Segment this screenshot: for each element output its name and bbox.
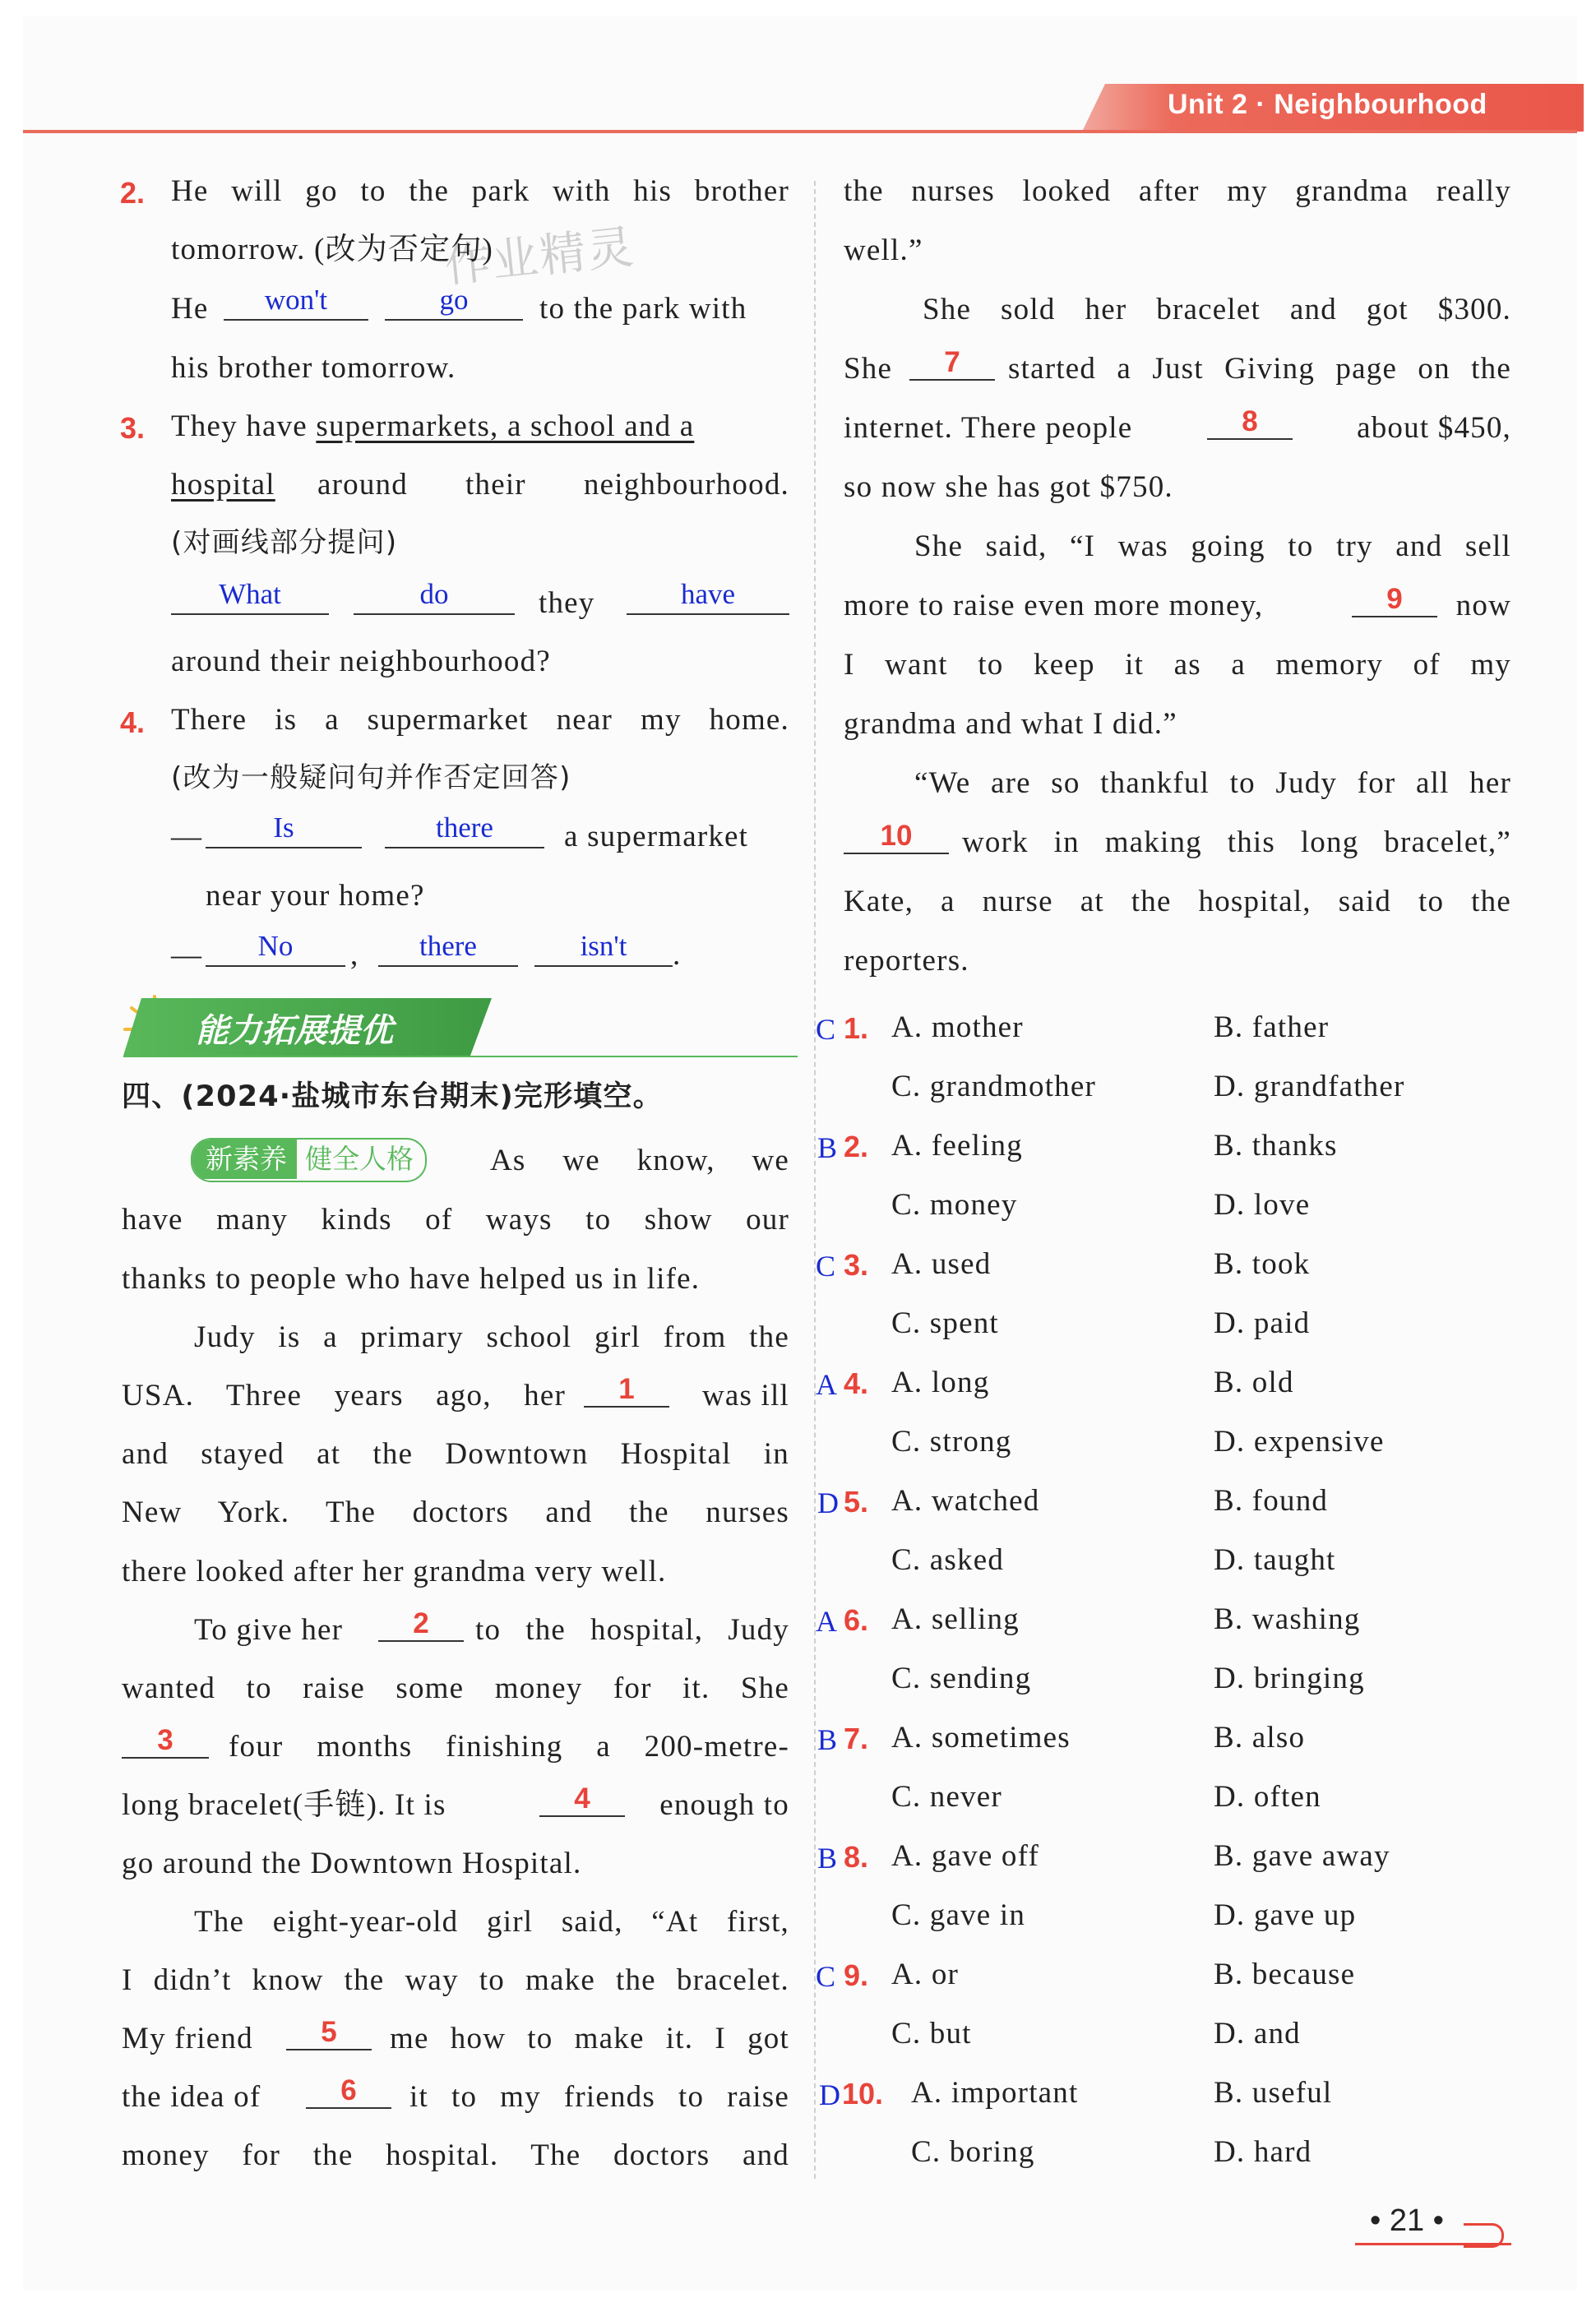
passage-right-line-5: internet. There people — [844, 411, 1133, 445]
option-c[interactable]: C. but — [891, 2017, 972, 2050]
column-divider — [814, 181, 816, 2179]
passage-left-line-1: As we know, we — [490, 1144, 789, 1177]
passage-right-line-3: She sold her bracelet and got $300. — [923, 293, 1511, 326]
option-c[interactable]: C. money — [891, 1188, 1018, 1222]
passage-left-line-12b: enough to — [659, 1788, 789, 1822]
cloze-blank-3[interactable]: 3 — [122, 1724, 209, 1759]
option-a[interactable]: A. selling — [891, 1602, 1020, 1636]
option-d[interactable]: D. often — [1214, 1780, 1321, 1814]
section-title: 能力拓展提优 — [196, 1012, 393, 1050]
q4-line4: near your home? — [206, 879, 425, 913]
option-d[interactable]: D. gave up — [1214, 1898, 1357, 1932]
passage-right-line-11: “We are so thankful to Judy for all her — [914, 766, 1511, 800]
handwritten-answer: B — [817, 1723, 838, 1756]
passage-left-line-4: Judy is a primary school girl from the — [194, 1320, 789, 1354]
option-b[interactable]: B. because — [1214, 1958, 1356, 1991]
option-b[interactable]: B. father — [1214, 1010, 1330, 1044]
passage-left-line-18: money for the hospital. The doctors and — [122, 2138, 789, 2172]
cloze-blank-9[interactable]: 9 — [1352, 583, 1437, 617]
q2-rest: to the park with — [539, 292, 747, 326]
option-number: 4. — [844, 1366, 869, 1400]
option-c[interactable]: C. asked — [891, 1543, 1005, 1577]
passage-right-line-14: reporters. — [844, 944, 969, 978]
q4-comma: , — [350, 938, 359, 972]
option-d[interactable]: D. bringing — [1214, 1662, 1365, 1695]
section-rule — [123, 1056, 798, 1057]
option-d[interactable]: D. taught — [1214, 1543, 1336, 1577]
passage-right-line-7: She said, “I was going to try and sell — [914, 529, 1511, 563]
option-c[interactable]: C. gave in — [891, 1898, 1026, 1932]
cloze-blank-6[interactable]: 6 — [306, 2074, 391, 2109]
option-a[interactable]: A. or — [891, 1958, 960, 1991]
passage-right-line-5b: about $450, — [1357, 411, 1511, 445]
option-a[interactable]: A. used — [891, 1247, 992, 1281]
q2-line4: his brother tomorrow. — [171, 351, 456, 385]
option-c[interactable]: C. strong — [891, 1425, 1012, 1459]
handwritten-answer: D — [817, 1486, 839, 1519]
passage-right-line-9: I want to keep it as a memory of my — [844, 648, 1511, 682]
q4-answer-5[interactable]: isn't — [534, 932, 673, 967]
cloze-blank-7[interactable]: 7 — [909, 346, 995, 381]
option-b[interactable]: B. old — [1214, 1366, 1294, 1399]
passage-left-line-9b: to the hospital, Judy — [475, 1613, 789, 1647]
passage-right-line-8b: now — [1455, 589, 1511, 622]
option-a[interactable]: A. mother — [891, 1010, 1024, 1044]
q2-answer-2[interactable]: go — [385, 286, 523, 321]
unit-header-title: Unit 2 · Neighbourhood — [1168, 89, 1487, 120]
passage-left-line-16b: me how to make it. I got — [390, 2022, 789, 2055]
handwritten-answer: C — [816, 1250, 836, 1283]
option-c[interactable]: C. spent — [891, 1306, 999, 1340]
q2-he: He — [171, 292, 209, 326]
q2-line1: He will go to the park with his brother — [171, 174, 789, 208]
passage-left-line-11: four months finishing a 200-metre- — [229, 1730, 789, 1764]
option-d[interactable]: D. love — [1214, 1188, 1311, 1222]
handwritten-answer: D — [819, 2078, 840, 2111]
cloze-blank-4[interactable]: 4 — [539, 1782, 625, 1817]
passage-left-line-15: I didn’t know the way to make the bracelet. — [122, 1963, 789, 1997]
watermark: 作业精灵 — [442, 220, 638, 294]
q2-line2: tomorrow. (改为否定句) — [171, 233, 494, 266]
passage-right-line-8: more to raise even more money, — [844, 589, 1264, 622]
passage-left-line-2: have many kinds of ways to show our — [122, 1203, 789, 1237]
q4-instruction: (改为一般疑问句并作否定回答) — [171, 761, 571, 794]
option-number: 7. — [844, 1722, 869, 1755]
option-b[interactable]: B. washing — [1214, 1602, 1361, 1636]
cloze-blank-2[interactable]: 2 — [378, 1607, 464, 1642]
option-number: 5. — [844, 1485, 869, 1519]
passage-right-line-13: Kate, a nurse at the hospital, said to the — [844, 885, 1511, 918]
page-number: • 21 • — [1370, 2203, 1444, 2238]
q3-number: 3. — [120, 411, 146, 445]
q4-answer-1[interactable]: Is — [206, 814, 362, 848]
passage-left-line-5b: was ill — [701, 1379, 789, 1412]
option-d[interactable]: D. expensive — [1214, 1425, 1385, 1459]
passage-right-line-1: the nurses looked after my grandma really — [844, 174, 1511, 208]
passage-left-line-12: long bracelet(手链). It is — [122, 1788, 446, 1822]
q4-answer-4[interactable]: there — [378, 932, 518, 967]
option-b[interactable]: B. gave away — [1214, 1839, 1390, 1873]
q4-dash-2: — — [171, 938, 203, 972]
passage-left-line-3: thanks to people who have helped us in life. — [122, 1262, 701, 1296]
q3-instruction: (对画线部分提问) — [171, 526, 398, 559]
option-number: 3. — [844, 1248, 869, 1282]
literacy-tag: 新素养 健全人格 — [191, 1138, 427, 1182]
passage-left-line-6: and stayed at the Downtown Hospital in — [122, 1437, 789, 1471]
option-d[interactable]: D. hard — [1214, 2135, 1312, 2169]
q4-dash-1: — — [171, 820, 203, 853]
option-d[interactable]: D. paid — [1214, 1306, 1311, 1340]
q4-line1: There is a supermarket near my home. — [171, 703, 789, 737]
passage-left-line-5: USA. Three years ago, her — [122, 1379, 566, 1412]
passage-right-line-6: so now she has got $750. — [844, 470, 1173, 504]
option-d[interactable]: D. grandfather — [1214, 1070, 1405, 1103]
q3-answer-1[interactable]: What — [171, 580, 329, 615]
q4-answer-2[interactable]: there — [385, 814, 544, 848]
option-a[interactable]: A. gave off — [891, 1839, 1039, 1873]
passage-left-line-14: The eight-year-old girl said, “At first, — [194, 1905, 789, 1939]
option-number: 6. — [844, 1603, 869, 1637]
q3-line1: They have supermarkets, a school and a — [171, 409, 695, 443]
handwritten-answer: C — [816, 1960, 836, 1993]
option-a[interactable]: A. feeling — [891, 1129, 1023, 1163]
q3-rest: around their neighbourhood. — [317, 468, 789, 502]
passage-left-line-17: the idea of — [122, 2080, 261, 2114]
option-a[interactable]: A. sometimes — [891, 1721, 1071, 1755]
option-b[interactable]: B. found — [1214, 1484, 1329, 1518]
cloze-blank-5[interactable]: 5 — [286, 2016, 372, 2050]
option-number: 10. — [842, 2077, 884, 2111]
q4-number: 4. — [120, 705, 146, 739]
option-d[interactable]: D. and — [1214, 2017, 1301, 2050]
option-c[interactable]: C. boring — [911, 2135, 1035, 2169]
cloze-blank-1[interactable]: 1 — [584, 1373, 669, 1408]
q2-answer-1[interactable]: won't — [224, 286, 368, 321]
q4-rest: a supermarket — [564, 820, 749, 853]
passage-left-line-17b: it to my friends to raise — [409, 2080, 789, 2114]
option-c[interactable]: C. never — [891, 1780, 1002, 1814]
handwritten-answer: B — [817, 1842, 838, 1875]
option-b[interactable]: B. useful — [1214, 2076, 1333, 2110]
option-number: 1. — [844, 1011, 869, 1045]
option-c[interactable]: C. grandmother — [891, 1070, 1097, 1103]
passage-right-line-4b: started a Just Giving page on the — [1008, 352, 1511, 386]
option-b[interactable]: B. took — [1214, 1247, 1311, 1281]
option-number: 9. — [844, 1958, 869, 1992]
q4-period: . — [673, 938, 682, 972]
passage-right-line-2: well.” — [844, 233, 923, 267]
handwritten-answer: A — [816, 1605, 837, 1638]
q3-answer-3[interactable]: have — [627, 580, 789, 615]
option-b[interactable]: B. also — [1214, 1721, 1306, 1755]
passage-left-line-13: go around the Downtown Hospital. — [122, 1847, 582, 1880]
q4-answer-3[interactable]: No — [206, 932, 345, 967]
passage-left-line-10: wanted to raise some money for it. She — [122, 1671, 789, 1705]
passage-left-line-9: To give her — [194, 1613, 344, 1647]
option-b[interactable]: B. thanks — [1214, 1129, 1338, 1163]
q2-number: 2. — [120, 176, 146, 210]
page-hook-decoration — [1464, 2223, 1504, 2248]
option-a[interactable]: A. important — [911, 2076, 1079, 2110]
q3-they: they — [539, 586, 595, 620]
option-number: 2. — [844, 1130, 869, 1163]
passage-left-line-7: New York. The doctors and the nurses — [122, 1496, 789, 1529]
handwritten-answer: A — [816, 1368, 837, 1401]
cloze-blank-10[interactable]: 10 — [844, 820, 949, 854]
handwritten-answer: B — [817, 1131, 838, 1164]
q3-line5: around their neighbourhood? — [171, 645, 551, 678]
q3-line2: hospital — [171, 468, 275, 502]
cloze-heading: 四、(2024·盐城市东台期末)完形填空。 — [122, 1080, 663, 1113]
header-rule — [23, 130, 1577, 133]
option-a[interactable]: A. watched — [891, 1484, 1040, 1518]
handwritten-answer: C — [816, 1013, 836, 1046]
passage-left-line-16: My friend — [122, 2022, 253, 2055]
passage-right-line-10: grandma and what I did.” — [844, 707, 1177, 741]
option-a[interactable]: A. long — [891, 1366, 990, 1399]
option-c[interactable]: C. sending — [891, 1662, 1032, 1695]
passage-right-line-12: work in making this long bracelet,” — [962, 825, 1511, 859]
q3-answer-2[interactable]: do — [354, 580, 515, 615]
option-number: 8. — [844, 1840, 869, 1874]
cloze-blank-8[interactable]: 8 — [1207, 405, 1293, 440]
passage-right-line-4: She — [844, 352, 893, 386]
passage-left-line-8: there looked after her grandma very well. — [122, 1555, 667, 1588]
